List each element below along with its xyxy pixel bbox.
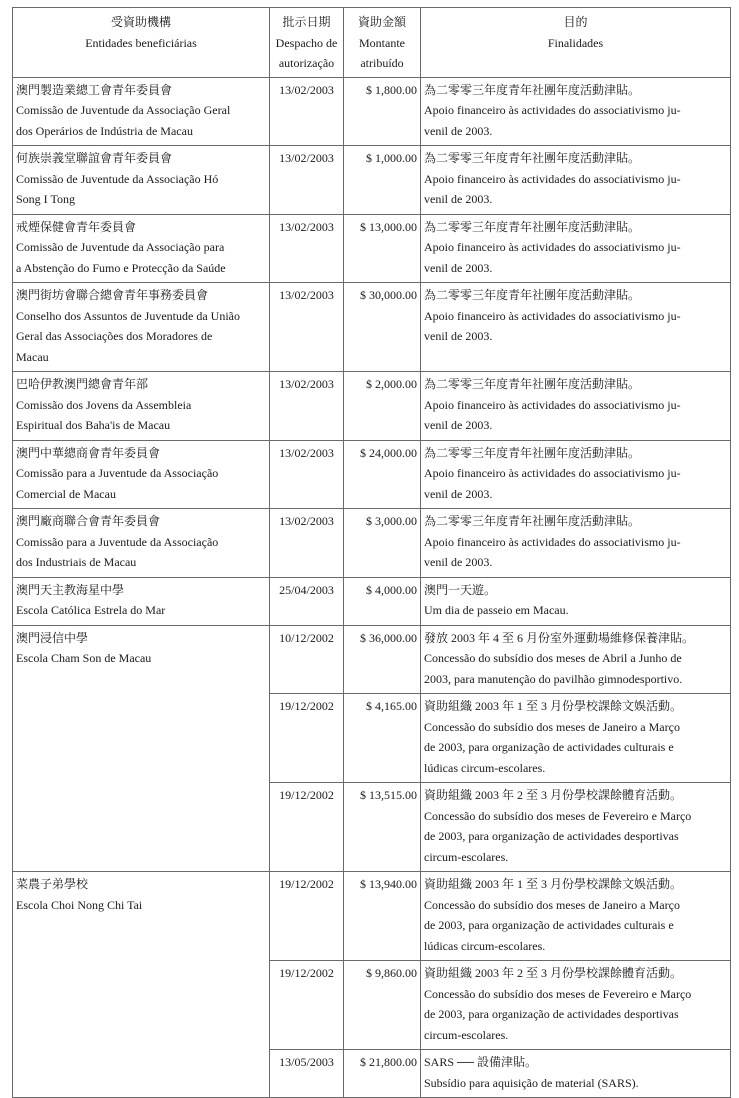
entity-line: 菜農子弟學校: [16, 877, 89, 891]
purpose-line: lúdicas circum-escolares.: [424, 760, 546, 775]
purpose-line: de 2003, para organização de actividades culturais e: [424, 918, 674, 932]
table-row: [13, 872, 731, 961]
header-date: [270, 8, 344, 78]
purpose-line: 資助組織 2003 年 1 至 3 月份學校課餘文娛活動。: [424, 877, 683, 891]
purpose-cell: [421, 214, 731, 283]
date-cell: 13/02/2003: [270, 440, 344, 509]
purpose-line: de 2003, para organização de actividades desportivas: [424, 1007, 679, 1021]
entity-line: 澳門中華總商會青年委員會: [16, 445, 161, 460]
entity-line: Comissão de Juventude da Associação Hó: [16, 171, 219, 186]
purpose-line: Concessão do subsídio dos meses de Fevereiro e Março: [424, 808, 692, 823]
purpose-line: Apoio financeiro às actividades do associativismo ju-: [424, 397, 681, 412]
amount-cell: $ 9,860.00: [344, 961, 421, 1050]
entity-line: Espiritual dos Baha'is de Macau: [16, 418, 171, 432]
entity-line: Escola Católica Estrela do Mar: [16, 603, 166, 617]
header-entity-pt: Entidades beneficiárias: [85, 35, 197, 50]
header-entity: [13, 8, 270, 78]
purpose-line: venil de 2003.: [424, 123, 493, 138]
purpose-line: 發放 2003 年 4 至 6 月份室外運動場維修保養津貼。: [424, 630, 695, 645]
purpose-line: Subsídio para aquisição de material (SARS).: [424, 1075, 639, 1090]
amount-cell: $ 24,000.00: [344, 440, 421, 509]
purpose-line: 為二零零三年度青年社團年度活動津貼。: [424, 445, 641, 460]
purpose-line: Apoio financeiro às actividades do associativismo ju-: [424, 240, 681, 254]
purpose-cell: [421, 509, 731, 578]
purpose-line: Apoio financeiro às actividades do associativismo ju-: [424, 103, 681, 117]
purpose-line: Concessão do subsídio dos meses de Fevereiro e Março: [424, 986, 692, 1001]
amount-cell: $ 13,000.00: [344, 214, 421, 283]
amount-cell: $ 13,940.00: [344, 872, 421, 961]
amount-cell: $ 30,000.00: [344, 283, 421, 372]
header-amount-zh: 資助金額: [357, 15, 406, 29]
subsidy-table: [12, 7, 731, 1098]
entity-line: Comissão dos Jovens da Assembleia: [16, 397, 192, 412]
table-row: [13, 146, 731, 215]
entity-line: dos Operários de Indústria de Macau: [16, 123, 193, 138]
purpose-line: Apoio financeiro às actividades do associativismo ju-: [424, 534, 681, 549]
purpose-line: venil de 2003.: [424, 555, 493, 569]
purpose-cell: [421, 1050, 731, 1098]
purpose-line: venil de 2003.: [424, 486, 493, 501]
entity-line: 澳門浸信中學: [16, 630, 89, 645]
entity-line: Comissão de Juventude da Associação para: [16, 240, 225, 254]
amount-cell: $ 1,000.00: [344, 146, 421, 215]
entity-cell: [13, 283, 270, 372]
entity-cell: [13, 146, 270, 215]
purpose-line: circum-escolares.: [424, 849, 509, 864]
purpose-line: 資助組織 2003 年 2 至 3 月份學校課餘體育活動。: [424, 788, 683, 802]
entity-cell: [13, 625, 270, 872]
table-row: [13, 577, 731, 625]
date-cell: 19/12/2002: [270, 694, 344, 783]
purpose-line: de 2003, para organização de actividades culturais e: [424, 740, 674, 754]
header-amount-pt-1: Montante: [359, 35, 405, 50]
header-purpose: [421, 8, 731, 78]
table-row: [13, 509, 731, 578]
entity-line: Escola Cham Son de Macau: [16, 651, 152, 665]
date-cell: 25/04/2003: [270, 577, 344, 625]
purpose-line: 為二零零三年度青年社團年度活動津貼。: [424, 377, 641, 391]
date-cell: 13/02/2003: [270, 146, 344, 215]
purpose-line: Concessão do subsídio dos meses de Abril a Junho de: [424, 651, 682, 665]
table-body: [13, 77, 731, 1098]
purpose-line: SARS ── 設備津貼。: [424, 1055, 538, 1069]
purpose-cell: [421, 283, 731, 372]
date-cell: 13/02/2003: [270, 283, 344, 372]
entity-line: Song I Tong: [16, 192, 75, 206]
purpose-cell: [421, 694, 731, 783]
entity-cell: [13, 372, 270, 441]
entity-cell: [13, 440, 270, 509]
purpose-line: circum-escolares.: [424, 1027, 509, 1042]
header-date-pt-2: autorização: [278, 56, 335, 70]
entity-line: Escola Choi Nong Chi Tai: [16, 897, 143, 912]
purpose-cell: [421, 577, 731, 625]
purpose-line: venil de 2003.: [424, 192, 493, 206]
table-row: [13, 625, 731, 694]
date-cell: 19/12/2002: [270, 961, 344, 1050]
date-cell: 10/12/2002: [270, 625, 344, 694]
purpose-line: Apoio financeiro às actividades do associativismo ju-: [424, 466, 681, 480]
amount-cell: $ 4,165.00: [344, 694, 421, 783]
purpose-line: Um dia de passeio em Macau.: [424, 603, 569, 617]
entity-line: Comercial de Macau: [16, 486, 116, 501]
entity-line: Geral das Associações dos Moradores de: [16, 329, 213, 343]
purpose-cell: [421, 146, 731, 215]
amount-cell: $ 13,515.00: [344, 783, 421, 872]
table-row: [13, 440, 731, 509]
amount-cell: $ 2,000.00: [344, 372, 421, 441]
date-cell: 13/02/2003: [270, 77, 344, 146]
table-header-row: [13, 8, 731, 78]
purpose-cell: [421, 872, 731, 961]
entity-line: 何族崇義堂聯誼會青年委員會: [16, 151, 173, 165]
header-date-pt-1: Despacho de: [275, 35, 338, 50]
purpose-cell: [421, 783, 731, 872]
entity-line: dos Industriais de Macau: [16, 555, 137, 569]
entity-line: 澳門製造業總工會青年委員會: [16, 82, 173, 97]
purpose-line: venil de 2003.: [424, 418, 493, 432]
purpose-line: 為二零零三年度青年社團年度活動津貼。: [424, 219, 641, 234]
purpose-line: 為二零零三年度青年社團年度活動津貼。: [424, 288, 641, 302]
header-purpose-zh: 目的: [563, 15, 588, 29]
header-purpose-pt: Finalidades: [547, 35, 604, 50]
date-cell: 13/02/2003: [270, 372, 344, 441]
date-cell: 13/05/2003: [270, 1050, 344, 1098]
entity-line: Macau: [16, 349, 49, 364]
amount-cell: $ 36,000.00: [344, 625, 421, 694]
purpose-line: 澳門一天遊。: [424, 582, 497, 597]
entity-line: 澳門天主教海星中學: [16, 582, 125, 597]
header-entity-zh: 受資助機構: [110, 15, 171, 29]
purpose-line: de 2003, para organização de actividades desportivas: [424, 829, 679, 843]
purpose-line: 為二零零三年度青年社團年度活動津貼。: [424, 82, 641, 97]
purpose-line: venil de 2003.: [424, 329, 493, 343]
purpose-line: lúdicas circum-escolares.: [424, 938, 546, 953]
entity-line: Comissão para a Juventude da Associação: [16, 534, 219, 549]
date-cell: 13/02/2003: [270, 214, 344, 283]
date-cell: 19/12/2002: [270, 872, 344, 961]
entity-cell: [13, 509, 270, 578]
purpose-line: Concessão do subsídio dos meses de Janeiro a Março: [424, 719, 680, 734]
entity-cell: [13, 214, 270, 283]
date-cell: 13/02/2003: [270, 509, 344, 578]
table-row: [13, 77, 731, 146]
amount-cell: $ 4,000.00: [344, 577, 421, 625]
purpose-cell: [421, 372, 731, 441]
entity-line: Conselho dos Assuntos de Juventude da União: [16, 308, 240, 323]
purpose-line: venil de 2003.: [424, 260, 493, 275]
entity-line: 澳門廠商聯合會青年委員會: [16, 514, 161, 528]
entity-line: 巴哈伊教澳門總會青年部: [16, 377, 149, 391]
header-amount: [344, 8, 421, 78]
purpose-cell: [421, 625, 731, 694]
entity-cell: [13, 77, 270, 146]
purpose-line: Apoio financeiro às actividades do associativismo ju-: [424, 171, 681, 186]
date-cell: 19/12/2002: [270, 783, 344, 872]
header-date-zh: 批示日期: [282, 15, 331, 29]
purpose-line: 2003, para manutenção do pavilhão gimnodesportivo.: [424, 671, 683, 686]
purpose-cell: [421, 440, 731, 509]
table-row: [13, 214, 731, 283]
purpose-line: Apoio financeiro às actividades do associativismo ju-: [424, 308, 681, 323]
amount-cell: $ 1,800.00: [344, 77, 421, 146]
amount-cell: $ 3,000.00: [344, 509, 421, 578]
entity-line: 戒煙保健會青年委員會: [16, 219, 137, 234]
entity-line: 澳門街坊會聯合總會青年事務委員會: [16, 288, 209, 302]
purpose-line: 為二零零三年度青年社團年度活動津貼。: [424, 514, 641, 528]
purpose-line: 為二零零三年度青年社團年度活動津貼。: [424, 151, 641, 165]
amount-cell: $ 21,800.00: [344, 1050, 421, 1098]
table-row: [13, 372, 731, 441]
purpose-line: 資助組織 2003 年 2 至 3 月份學校課餘體育活動。: [424, 966, 683, 980]
table-row: [13, 283, 731, 372]
entity-cell: [13, 872, 270, 1098]
entity-line: Comissão de Juventude da Associação Geral: [16, 103, 231, 117]
entity-line: a Abstenção do Fumo e Protecção da Saúde: [16, 260, 226, 275]
purpose-cell: [421, 77, 731, 146]
header-amount-pt-2: atribuído: [360, 56, 404, 70]
purpose-line: Concessão do subsídio dos meses de Janeiro a Março: [424, 897, 680, 912]
purpose-cell: [421, 961, 731, 1050]
purpose-line: 資助組織 2003 年 1 至 3 月份學校課餘文娛活動。: [424, 699, 683, 713]
entity-cell: [13, 577, 270, 625]
entity-line: Comissão para a Juventude da Associação: [16, 466, 219, 480]
